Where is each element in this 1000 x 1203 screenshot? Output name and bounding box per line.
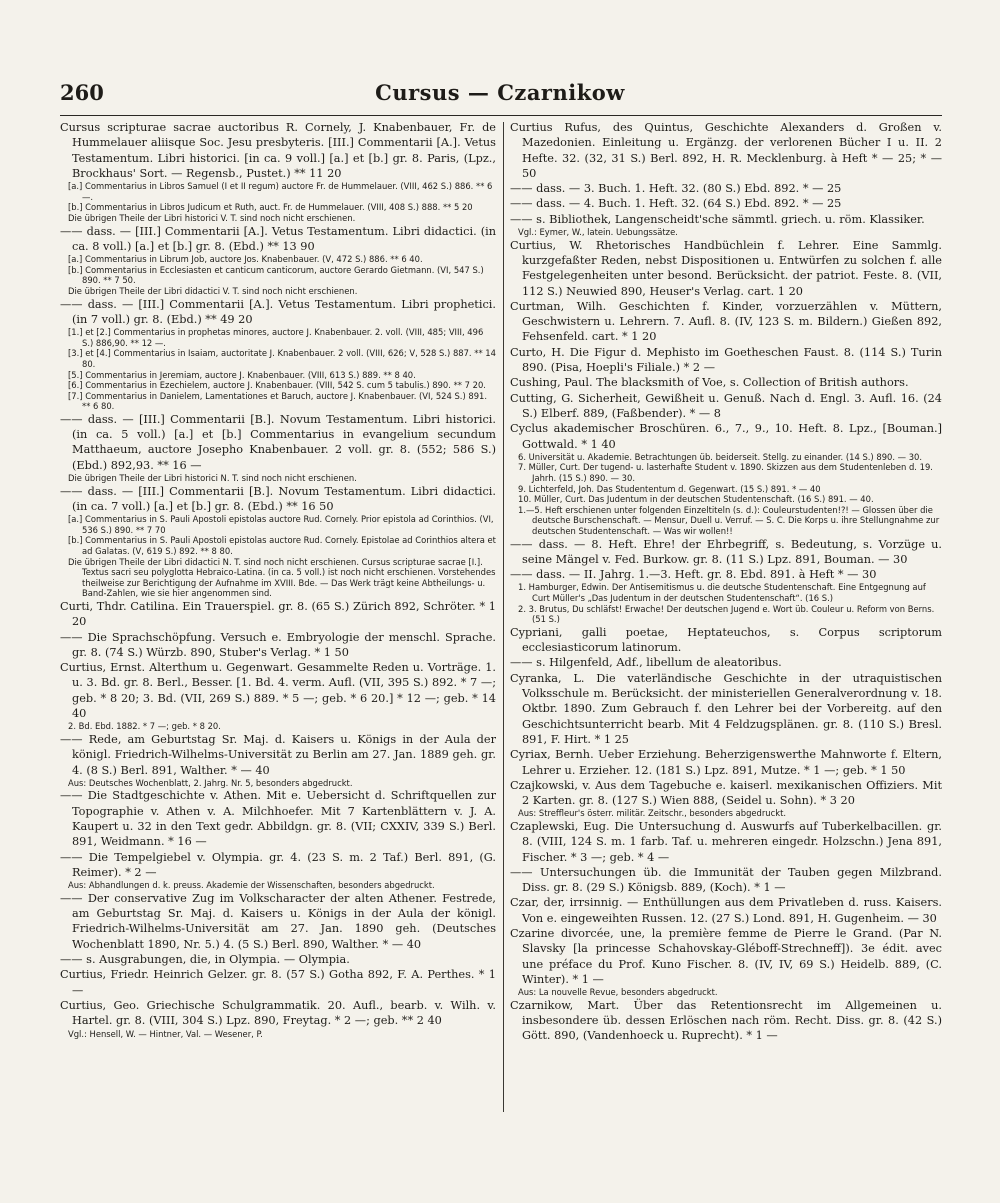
catalog-note: 1.—5. Heft erschienen unter folgenden Einzeltiteln (s. d.): Couleurstudenten!?! — Glossen über die deutsche Burschenschaft. — Mensur, Duell u. Verruf. — S. C. Die Korps u. ihre Stellungnahme zur deutschen Studentenschaft. — Was wir wollen!! xyxy=(518,504,940,536)
catalog-note: [7.] Commentarius in Danielem, Lamentationes et Baruch, auctore J. Knabenbauer. (VI, 524 S.) 891. ** 6 80. xyxy=(68,390,488,412)
catalog-note: [5.] Commentarius in Jeremiam, auctore J. Knabenbauer. (VIII, 613 S.) 889. ** 8 40. xyxy=(68,369,416,380)
catalog-entry: Curtman, Wilh. Geschichten f. Kinder, vorzuerzählen v. Müttern, Geschwistern u. Lehrern. 7. Aufl. 8. (IV, 123 S. m. Bildern.) Gießen 892, Fehsenfeld. cart. * 1 20 xyxy=(510,299,942,344)
running-head: Cursus — Czarnikow xyxy=(375,80,625,105)
catalog-entry: Czajkowski, v. Aus dem Tagebuche e. kaiserl. mexikanischen Offiziers. Mit 2 Karten. gr. 8. (127 S.) Wien 888, (Seidel u. Sohn). * 3 20 xyxy=(510,778,942,808)
catalog-entry: —— Der conservative Zug im Volkscharacter der alten Athener. Festrede, am Geburtstag Sr. Maj. d. Kaisers u. Königs in der Aula der königl. Friedrich-Wilhelms-Universität am 27. Jan. 1890 geh. (Deutsches Wochenblatt 1890, Nr. 5.) 4. (5 S.) Berl. 890, Walther. * — 40 xyxy=(60,891,496,951)
catalog-entry: Curtius Rufus, des Quintus, Geschichte Alexanders d. Großen v. Mazedonien. Einleitung u. Ergänzg. der verlorenen Bücher I u. II. 2 Hefte. 32. (32, 31 S.) Berl. 892, H. R. Mecklenburg. à Heft * — 25; * — 50 xyxy=(510,121,942,180)
catalog-note: 6. Universität u. Akademie. Betrachtungen üb. beiderseit. Stellg. zu einander. (14 S.) 890. — 30. xyxy=(518,451,923,462)
catalog-note: Vgl.: Hensell, W. — Hintner, Val. — Wesener, P. xyxy=(68,1028,263,1039)
catalog-entry: Curtius, Ernst. Alterthum u. Gegenwart. Gesammelte Reden u. Vorträge. 1. u. 3. Bd. gr. 8. Berl., Besser. [1. Bd. 4. verm. Aufl. (VII, 395 S.) 892. * 7 —; geb. * 8 20; 3. Bd. (VII, 269 S.) 889. * 5 —; geb. * 6 20.] * 12 —; geb. * 14 40 xyxy=(60,661,496,721)
catalog-note: 9. Lichterfeld, Joh. Das Studententum d. Gegenwart. (15 S.) 891. * — 40 xyxy=(518,483,821,494)
catalog-note: [1.] et [2.] Commentarius in prophetas minores, auctore J. Knabenbauer. 2. voll. (VIII, 485; VIII, 496 S.) 886,90. ** 12 —. xyxy=(68,327,484,348)
catalog-entry: Cyriax, Bernh. Ueber Erziehung. Beherzigenswerthe Mahnworte f. Eltern, Lehrer u. Erzieher. 12. (181 S.) Lpz. 891, Mutze. * 1 —; geb. * 1 50 xyxy=(510,748,942,777)
catalog-note: [6.] Commentarius in Ezechielem, auctore J. Knabenbauer. (VIII, 542 S. cum 5 tabulis.) 890. ** 7 20. xyxy=(68,380,486,391)
catalog-note: Vgl.: Eymer, W., latein. Uebungssätze. xyxy=(518,227,678,238)
column-divider xyxy=(503,122,504,1112)
catalog-entry: —— s. Bibliothek, Langenscheidt'sche sämmtl. griech. u. röm. Klassiker. xyxy=(510,212,925,226)
catalog-entry: Cursus scripturae sacrae auctoribus R. Cornely, J. Knabenbauer, Fr. de Hummelauer aliisque Soc. Jesu presbyteris. [III.] Commentarii [A.]. Vetus Testamentum. Libri historici. [in ca. 9 voll.] [a.] et [b.] gr. 8. Paris, (Lpz., Brockhaus' Sort. — Regensb., Pustet.) ** 11 20 xyxy=(60,121,496,180)
catalog-note: Aus: Streffleur's österr. militär. Zeitschr., besonders abgedruckt. xyxy=(518,808,787,819)
catalog-note: Aus: Deutsches Wochenblatt, 2. Jahrg. Nr. 5, besonders abgedruckt. xyxy=(68,777,353,788)
catalog-entry: —— Die Sprachschöpfung. Versuch e. Embryologie der menschl. Sprache. gr. 8. (74 S.) Würzb. 890, Stuber's Verlag. * 1 50 xyxy=(60,630,496,659)
right-column xyxy=(510,120,942,1120)
catalog-note: 2. Bd. Ebd. 1882. * 7 —; geb. * 8 20. xyxy=(68,721,221,732)
left-column xyxy=(60,120,496,1120)
catalog-entry: —— Rede, am Geburtstag Sr. Maj. d. Kaisers u. Königs in der Aula der königl. Friedrich-Wilhelms-Universität zu Berlin am 27. Jan. 1889 geh. gr. 4. (8 S.) Berl. 891, Walther. * — 40 xyxy=(60,732,496,777)
catalog-entry: —— dass. — 4. Buch. 1. Heft. 32. (64 S.) Ebd. 892. * — 25 xyxy=(510,197,842,211)
catalog-note: 2. 3. Brutus, Du schläfst! Erwache! Der deutschen Jugend e. Wort üb. Couleur u. Reform von Berns. (51 S.) xyxy=(518,603,935,625)
catalog-entry: Czarine divorcée, une, la première femme de Pierre le Grand. (Par N. Slavsky [la princesse Schahovskay-Gléboff-Strechneff]). 3e édit. avec une préface du Prof. Kuno Fischer. 8. (IV, IV, 69 S.) Heidelb. 889, (C. Winter). * 1 — xyxy=(510,927,942,986)
catalog-note: [3.] et [4.] Commentarius in Isaiam, auctoritate J. Knabenbauer. 2 voll. (VIII, 626; V, 528 S.) 887. ** 14 80. xyxy=(68,348,496,369)
catalog-entry: Cypriani, galli poetae, Heptateuchos, s. Corpus scriptorum ecclesiasticorum latinorum. xyxy=(510,625,942,655)
page-number: 260 xyxy=(60,80,104,105)
catalog-note: Aus: La nouvelle Revue, besonders abgedruckt. xyxy=(518,987,718,998)
catalog-note: [b.] Commentarius in S. Pauli Apostoli epistolas auctore Rud. Cornely. Epistolae ad Corinthios altera et ad Galatas. (V, 619 S.) 892. ** 8 80. xyxy=(68,535,496,557)
catalog-entry: —— s. Ausgrabungen, die, in Olympia. — Olympia. xyxy=(60,953,350,967)
catalog-entry: Cushing, Paul. The blacksmith of Voe, s. Collection of British authors. xyxy=(510,376,909,390)
catalog-entry: Curtius, Friedr. Heinrich Gelzer. gr. 8. (57 S.) Gotha 892, F. A. Perthes. * 1 — xyxy=(60,968,496,997)
catalog-entry: —— dass. — II. Jahrg. 1.—3. Heft. gr. 8. Ebd. 891. à Heft * — 30 xyxy=(510,568,877,582)
catalog-entry: Curtius, Geo. Griechische Schulgrammatik. 20. Aufl., bearb. v. Wilh. v. Hartel. gr. 8. (VIII, 304 S.) Lpz. 890, Freytag. * 2 —; geb. ** 2 40 xyxy=(60,998,496,1028)
catalog-note: Die übrigen Theile der Libri didactici N. T. sind noch nicht erschienen. Cursus scripturae sacrae [I.]. Textus sacri seu polyglotta Hebraico-Latina. (in ca. 5 voll.) ist noch nicht erschienen. Vorstehendes theilweise zur Berichtigung der Aufnahme im XVIII. Bde. — Das Werk trägt keine Abtheilungs- u. Band-Zahlen, wie sie hier angenommen sind. xyxy=(68,556,496,599)
catalog-entry: Curti, Thdr. Catilina. Ein Trauerspiel. gr. 8. (65 S.) Zürich 892, Schröter. * 1 20 xyxy=(60,600,496,629)
catalog-note: Aus: Abhandlungen d. k. preuss. Akademie der Wissenschaften, besonders abgedruckt. xyxy=(68,880,435,891)
catalog-entry: Curto, H. Die Figur d. Mephisto im Goetheschen Faust. 8. (114 S.) Turin 890. (Pisa, Hoepli's Filiale.) * 2 — xyxy=(510,345,942,375)
catalog-entry: —— Untersuchungen üb. die Immunität der Tauben gegen Milzbrand. Diss. gr. 8. (29 S.) Königsb. 889, (Koch). * 1 — xyxy=(510,865,942,895)
catalog-entry: —— dass. — [III.] Commentarii [A.]. Vetus Testamentum. Libri prophetici. (in 7 voll.) gr. 8. (Ebd.) ** 49 20 xyxy=(60,297,496,326)
catalog-note: Die übrigen Theile der Libri historici V. T. sind noch nicht erschienen. xyxy=(68,212,356,223)
catalog-entry: —— Die Tempelgiebel v. Olympia. gr. 4. (23 S. m. 2 Taf.) Berl. 891, (G. Reimer). * 2 — xyxy=(60,850,496,879)
catalog-note: 1. Hamburger, Edwin. Der Antisemitismus u. die deutsche Studentenschaft. Eine Entgegnung auf Curt Müller's „Das Judentum in der deutschen Studentenschaft“. (16 S.) xyxy=(518,582,926,604)
catalog-note: [a.] Commentarius in Librum Job, auctore Jos. Knabenbauer. (V, 472 S.) 886. ** 6 40. xyxy=(68,254,423,265)
catalog-entry: Czaplewski, Eug. Die Untersuchung d. Auswurfs auf Tuberkelbacillen. gr. 8. (VIII, 124 S. m. 1 farb. Taf. u. mehreren eingedr. Holzschn.) Jena 891, Fischer. * 3 —; geb. * 4 — xyxy=(510,820,942,864)
catalog-entry: —— s. Hilgenfeld, Adf., libellum de aleatoribus. xyxy=(510,656,782,670)
catalog-entry: Cutting, G. Sicherheit, Gewißheit u. Genuß. Nach d. Engl. 3. Aufl. 16. (24 S.) Elberf. 889, (Faßbender). * — 8 xyxy=(510,391,942,420)
catalog-entry: Curtius, W. Rhetorisches Handbüchlein f. Lehrer. Eine Sammlg. kurzgefaßter Reden, nebst Dispositionen u. Entwürfen zu solchen f. alle Festgelegenheiten unter besond. Berücksicht. der patriot. Feste. 8. (VII, 112 S.) Neuwied 890, Heuser's Verlag. cart. 1 20 xyxy=(510,238,942,298)
catalog-entry: —— dass. — [III.] Commentarii [A.]. Vetus Testamentum. Libri didactici. (in ca. 8 voll.) [a.] et [b.] gr. 8. (Ebd.) ** 13 90 xyxy=(60,224,496,253)
catalog-entry: —— dass. — [III.] Commentarii [B.]. Novum Testamentum. Libri didactici. (in ca. 7 voll.) [a.] et [b.] gr. 8. (Ebd.) ** 16 50 xyxy=(60,484,496,513)
catalog-entry: Cyranka, L. Die vaterländische Geschichte in der utraquistischen Volksschule m. Berücksicht. der ministeriellen Generalverordnung v. 18. Oktbr. 1890. Zum Gebrauch f. den Lehrer bei der Vorbereitg. auf den Geschichtsunterricht bearb. Mit 4 Feldzugsplänen. gr. 8. (110 S.) Bresl. 891, F. Hirt. * 1 25 xyxy=(510,671,942,746)
catalog-note: [a.] Commentarius in Libros Samuel (I et II regum) auctore Fr. de Hummelauer. (VIII, 462 S.) 886. ** 6 —. xyxy=(68,181,493,202)
catalog-note: Die übrigen Theile der Libri didactici V. T. sind noch nicht erschienen. xyxy=(68,285,358,296)
catalog-note: [b.] Commentarius in Libros Judicum et Ruth, auct. Fr. de Hummelauer. (VIII, 408 S.) 888. ** 5 20 xyxy=(68,202,473,213)
catalog-entry: Cyclus akademischer Broschüren. 6., 7., 9., 10. Heft. 8. Lpz., [Bouman.] Gottwald. * 1 40 xyxy=(510,422,942,451)
catalog-note: [b.] Commentarius in Ecclesiasten et canticum canticorum, auctore Gerardo Gietmann. (VI, 547 S.) 890. ** 7 50. xyxy=(68,264,484,286)
catalog-entry: —— dass. — 3. Buch. 1. Heft. 32. (80 S.) Ebd. 892. * — 25 xyxy=(510,182,842,196)
catalog-entry: Czarnikow, Mart. Über das Retentionsrecht im Allgemeinen u. insbesondere üb. dessen Erlöschen nach röm. Recht. Diss. gr. 8. (42 S.) Gött. 890, (Vandenhoeck u. Ruprecht). * 1 — xyxy=(510,998,942,1043)
header-rule xyxy=(60,115,942,116)
catalog-entry: —— Die Stadtgeschichte v. Athen. Mit e. Uebersicht d. Schriftquellen zur Topographie v. Athen v. A. Milchhoefer. Mit 7 Kartenblättern v. J. A. Kaupert u. 32 in den Text gedr. Abbildgn. gr. 8. (VII; CXXIV, 339 S.) Berl. 891, Weidmann. * 16 — xyxy=(60,789,496,849)
catalog-entry: —— dass. — [III.] Commentarii [B.]. Novum Testamentum. Libri historici. (in ca. 5 voll.) [a.] et [b.] Commentarius in evangelium secundum Matthaeum, auctore Josepho Knabenbauer. 2 voll. gr. 8. (552; 586 S.) (Ebd.) 892,93. ** 16 — xyxy=(60,412,496,472)
catalog-entry: Czar, der, irrsinnig. — Enthüllungen aus dem Privatleben d. russ. Kaisers. Von e. eingeweihten Russen. 12. (27 S.) Lond. 891, H. Gugenheim. — 30 xyxy=(510,896,942,925)
catalog-note: [a.] Commentarius in S. Pauli Apostoli epistolas auctore Rud. Cornely. Prior epistola ad Corinthios. (VI, 536 S.) 890. ** 7 70 xyxy=(68,514,494,535)
catalog-note: 10. Müller, Curt. Das Judentum in der deutschen Studentenschaft. (16 S.) 891. — 40. xyxy=(518,494,874,505)
catalog-note: 7. Müller, Curt. Der tugend- u. lasterhafte Student v. 1890. Skizzen aus dem Studentenleben d. 19. Jahrh. (15 S.) 890. — 30. xyxy=(518,462,933,484)
catalog-note: Die übrigen Theile der Libri historici N. T. sind noch nicht erschienen. xyxy=(68,473,357,484)
catalog-entry: —— dass. — 8. Heft. Ehre! der Ehrbegriff, s. Bedeutung, s. Vorzüge u. seine Mängel v. Fed. Burkow. gr. 8. (11 S.) Lpz. 891, Bouman. — 30 xyxy=(510,537,942,566)
